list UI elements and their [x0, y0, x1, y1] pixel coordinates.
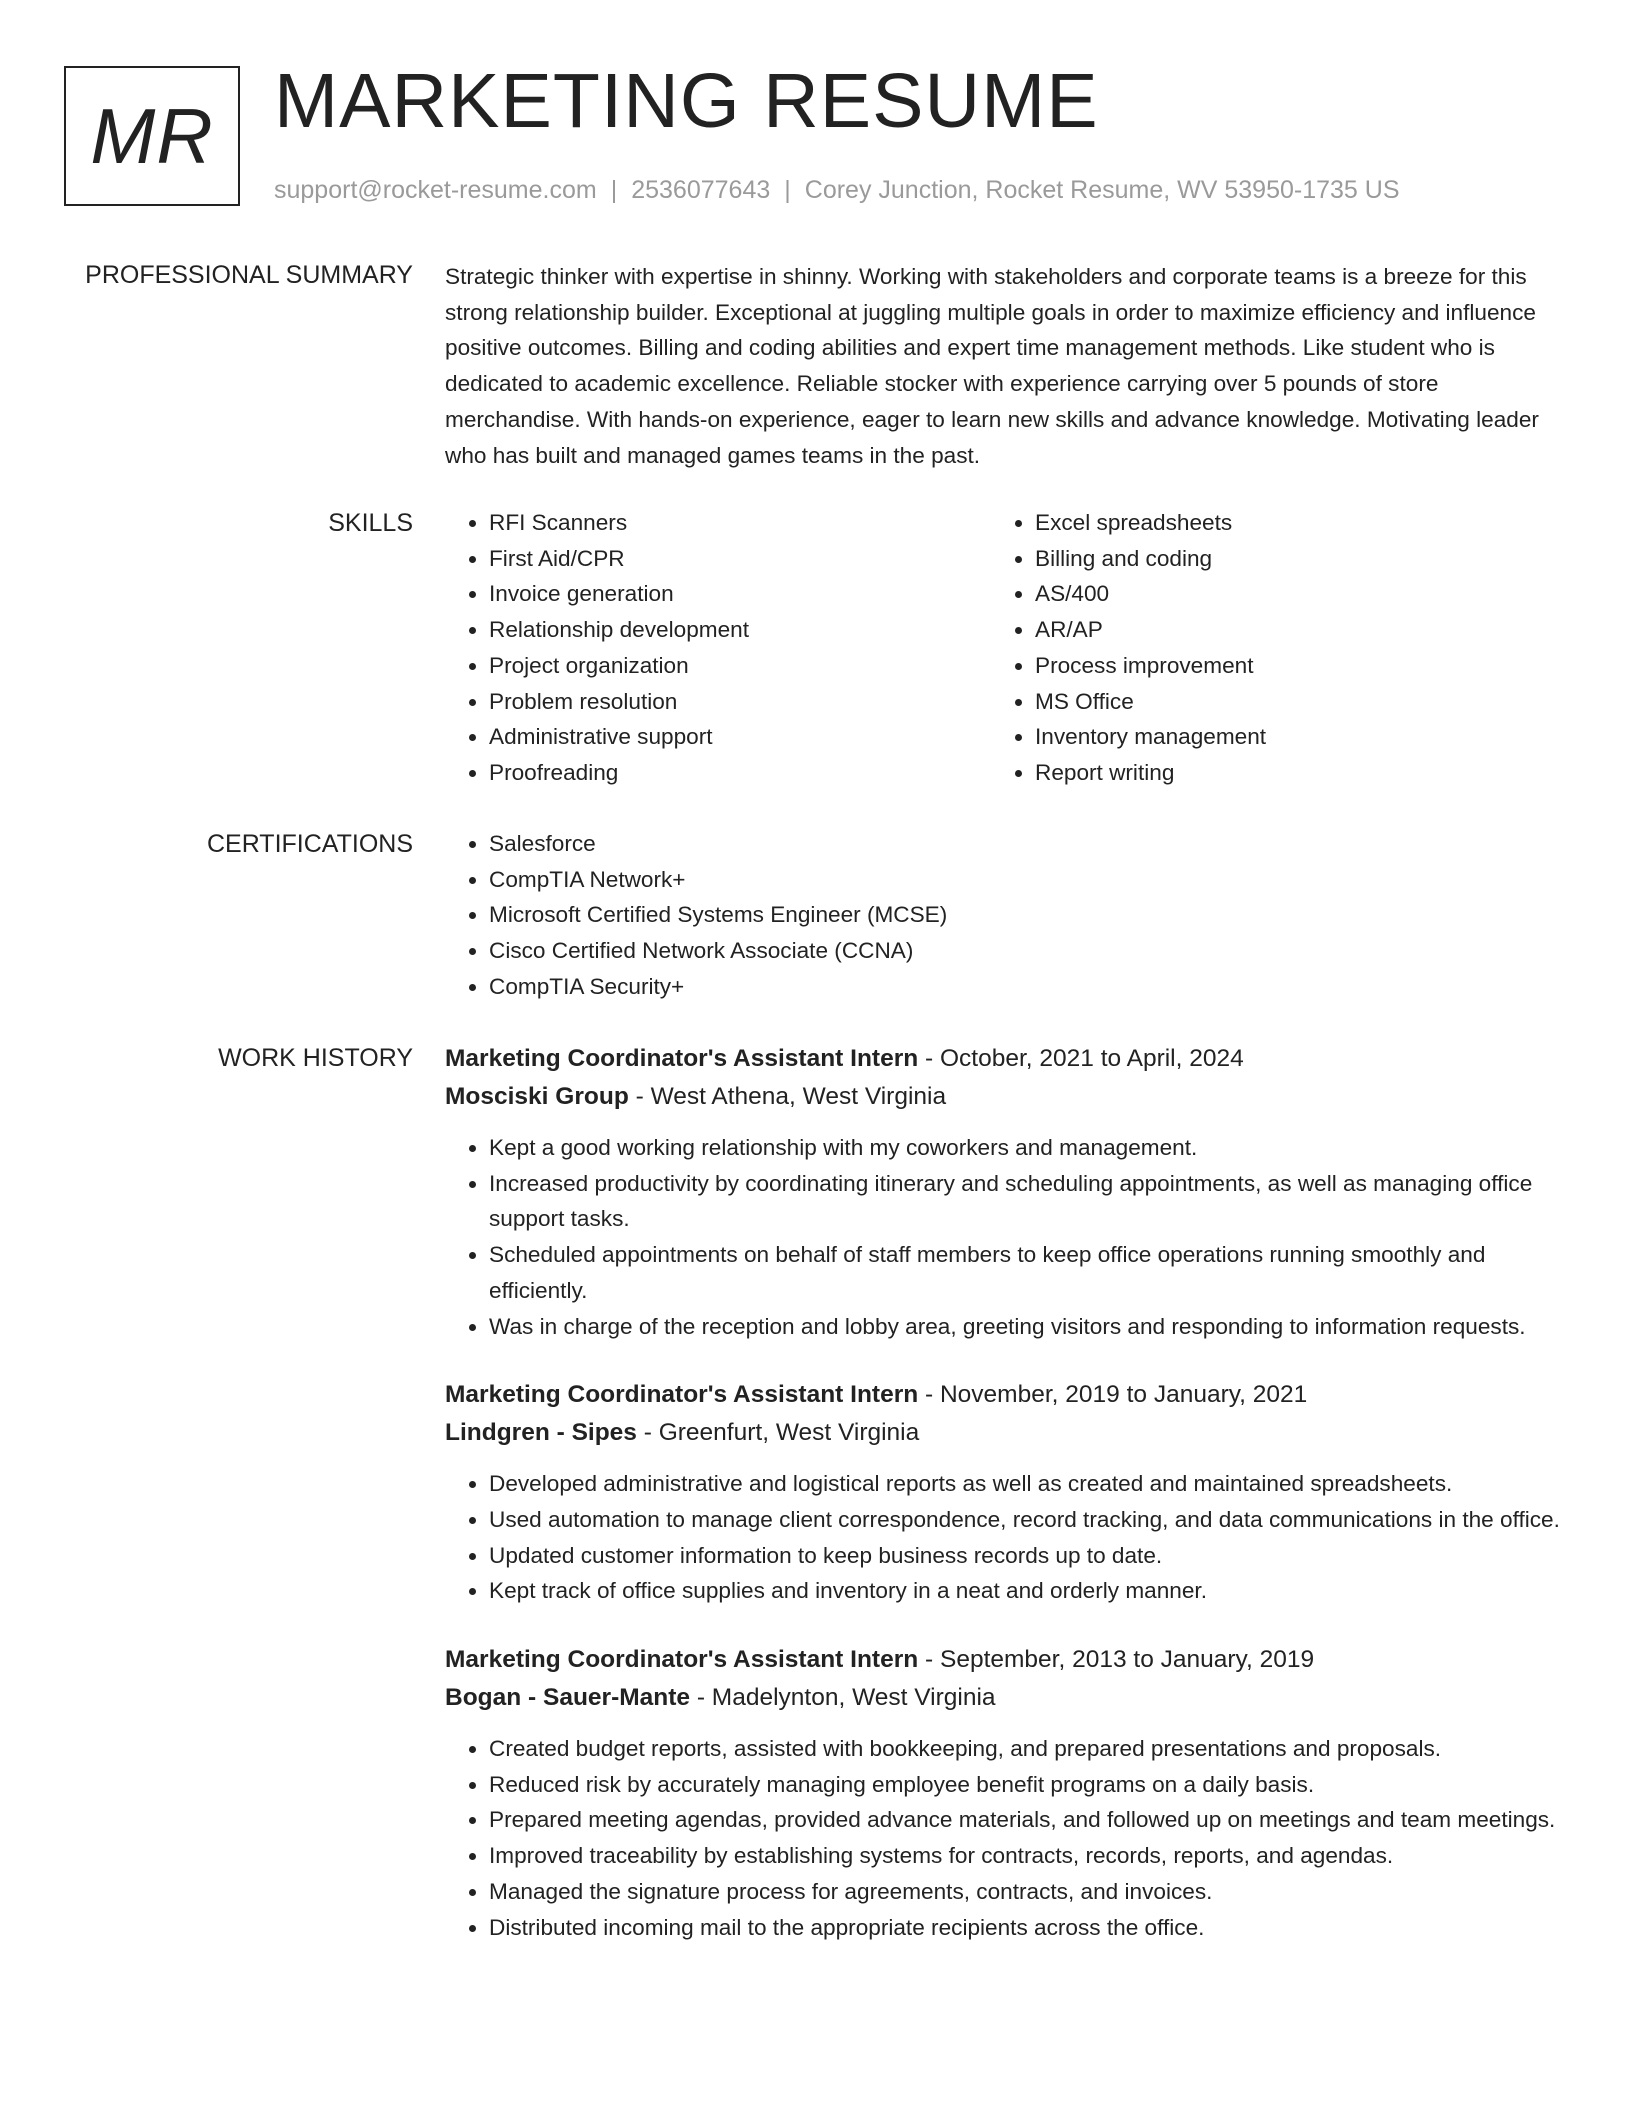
certifications-list: [445, 826, 1560, 1005]
resume-title: MARKETING RESUME: [274, 58, 1099, 144]
summary-body: [445, 259, 1560, 473]
job-entry: [445, 1040, 1560, 1344]
job-duty-item: • Improved traceability by establishing systems for contracts, records, reports, and agendas.: [489, 1838, 1560, 1874]
skills-body: [445, 505, 1560, 791]
job-duty-item: • Developed administrative and logistical reports as well as created and maintained spreadsheets.: [489, 1466, 1560, 1502]
contact-phone[interactable]: 2536077643: [631, 176, 771, 204]
job-dates: - September, 2013 to January, 2019: [918, 1646, 1315, 1674]
job-title: Marketing Coordinator's Assistant Intern: [445, 1045, 919, 1072]
certification-item: • Salesforce: [489, 826, 1560, 862]
certifications-body: [445, 826, 1560, 1005]
contact-email[interactable]: support@rocket-resume.com: [274, 176, 597, 204]
skill-item: • Invoice generation: [489, 576, 991, 612]
skill-item: • Project organization: [489, 648, 991, 684]
skill-item: • Relationship development: [489, 612, 991, 648]
job-title-line: [445, 1040, 1560, 1078]
job-duty-item: • Increased productivity by coordinating itinerary and scheduling appointments, as well as managing office support tasks.: [489, 1166, 1560, 1237]
section-label-work-history: WORK HISTORY: [218, 1044, 413, 1072]
contact-line: [274, 174, 1400, 206]
contact-separator: |: [610, 176, 618, 204]
skill-item: • Report writing: [1035, 755, 1537, 791]
summary-text: Strategic thinker with expertise in shinny. Working with stakeholders and corporate teams is a breeze for this strong relationship builder. Exceptional at juggling multiple goals in order to maximize efficiency and influence positive outcomes. Billing and coding abilities and expert time management methods. Like student who is dedicated to academic excellence. Reliable stocker with experience carrying over 5 pounds of store merchandise. With hands-on experience, eager to learn new skills and advance knowledge. Motivating leader who has built and managed games teams in the past.: [445, 264, 1539, 468]
skill-item: • Process improvement: [1035, 648, 1537, 684]
work-history-body: [445, 1040, 1560, 1977]
section-label-skills: SKILLS: [328, 509, 413, 537]
skills-list-left: [445, 505, 991, 791]
skill-item: • Problem resolution: [489, 684, 991, 720]
job-company-line: [445, 1414, 1560, 1452]
skill-item: • MS Office: [1035, 684, 1537, 720]
skill-item: • Excel spreadsheets: [1035, 505, 1537, 541]
job-company-line: [445, 1679, 1560, 1717]
certification-item: • Cisco Certified Network Associate (CCNA): [489, 933, 1560, 969]
section-label-summary: PROFESSIONAL SUMMARY: [85, 261, 413, 289]
skill-item: • RFI Scanners: [489, 505, 991, 541]
skills-list-right: [991, 505, 1537, 791]
job-dates: - October, 2021 to April, 2024: [918, 1045, 1244, 1072]
job-duty-item: • Was in charge of the reception and lobby area, greeting visitors and responding to information requests.: [489, 1309, 1560, 1345]
job-location: - Greenfurt, West Virginia: [636, 1419, 920, 1447]
job-company: Mosciski Group: [445, 1083, 629, 1110]
job-title-line: [445, 1376, 1560, 1414]
job-duty-item: • Distributed incoming mail to the appropriate recipients across the office.: [489, 1910, 1560, 1946]
job-duty-item: • Kept a good working relationship with my coworkers and management.: [489, 1130, 1560, 1166]
skill-item: • Proofreading: [489, 755, 991, 791]
job-duty-item: • Used automation to manage client correspondence, record tracking, and data communications in the office.: [489, 1502, 1560, 1538]
section-label-certifications: CERTIFICATIONS: [206, 830, 413, 858]
job-title: Marketing Coordinator's Assistant Intern: [445, 1646, 919, 1674]
skill-item: • Inventory management: [1035, 719, 1537, 755]
job-duty-item: • Managed the signature process for agreements, contracts, and invoices.: [489, 1874, 1560, 1910]
job-duties-list: [445, 1130, 1560, 1344]
job-company: Bogan - Sauer-Mante: [445, 1684, 691, 1712]
skills-grid: [445, 505, 1560, 791]
job-duty-item: • Created budget reports, assisted with bookkeeping, and prepared presentations and proposals.: [489, 1731, 1560, 1767]
certification-item: • CompTIA Security+: [489, 969, 1560, 1005]
job-company-line: [445, 1078, 1560, 1116]
job-duties-list: [445, 1466, 1560, 1609]
skill-item: • First Aid/CPR: [489, 541, 991, 577]
skill-item: • AR/AP: [1035, 612, 1537, 648]
job-duty-item: • Prepared meeting agendas, provided advance materials, and followed up on meetings and team meetings.: [489, 1802, 1560, 1838]
certification-item: • CompTIA Network+: [489, 862, 1560, 898]
contact-separator: |: [784, 176, 791, 204]
job-title-line: [445, 1641, 1560, 1679]
job-entry: [445, 1641, 1560, 1945]
job-dates: - November, 2019 to January, 2021: [918, 1381, 1308, 1409]
job-duty-item: • Updated customer information to keep business records up to date.: [489, 1538, 1560, 1574]
monogram-initials: MR: [90, 91, 214, 180]
job-company: Lindgren - Sipes: [445, 1419, 637, 1447]
job-title: Marketing Coordinator's Assistant Intern: [445, 1381, 919, 1409]
certification-item: • Microsoft Certified Systems Engineer (MCSE): [489, 897, 1560, 933]
job-location: - Madelynton, West Virginia: [690, 1684, 996, 1712]
skill-item: • AS/400: [1035, 576, 1537, 612]
job-entry: [445, 1376, 1560, 1609]
contact-address: Corey Junction, Rocket Resume, WV 53950-1735 US: [804, 176, 1400, 204]
skill-item: • Billing and coding: [1035, 541, 1537, 577]
job-duty-item: • Reduced risk by accurately managing employee benefit programs on a daily basis.: [489, 1767, 1560, 1803]
skill-item: • Administrative support: [489, 719, 991, 755]
monogram-box: [64, 66, 240, 206]
job-duty-item: • Scheduled appointments on behalf of staff members to keep office operations running smoothly and efficiently.: [489, 1237, 1560, 1308]
job-location: - West Athena, West Virginia: [628, 1083, 947, 1110]
job-duties-list: [445, 1731, 1560, 1945]
job-duty-item: • Kept track of office supplies and inventory in a neat and orderly manner.: [489, 1573, 1560, 1609]
